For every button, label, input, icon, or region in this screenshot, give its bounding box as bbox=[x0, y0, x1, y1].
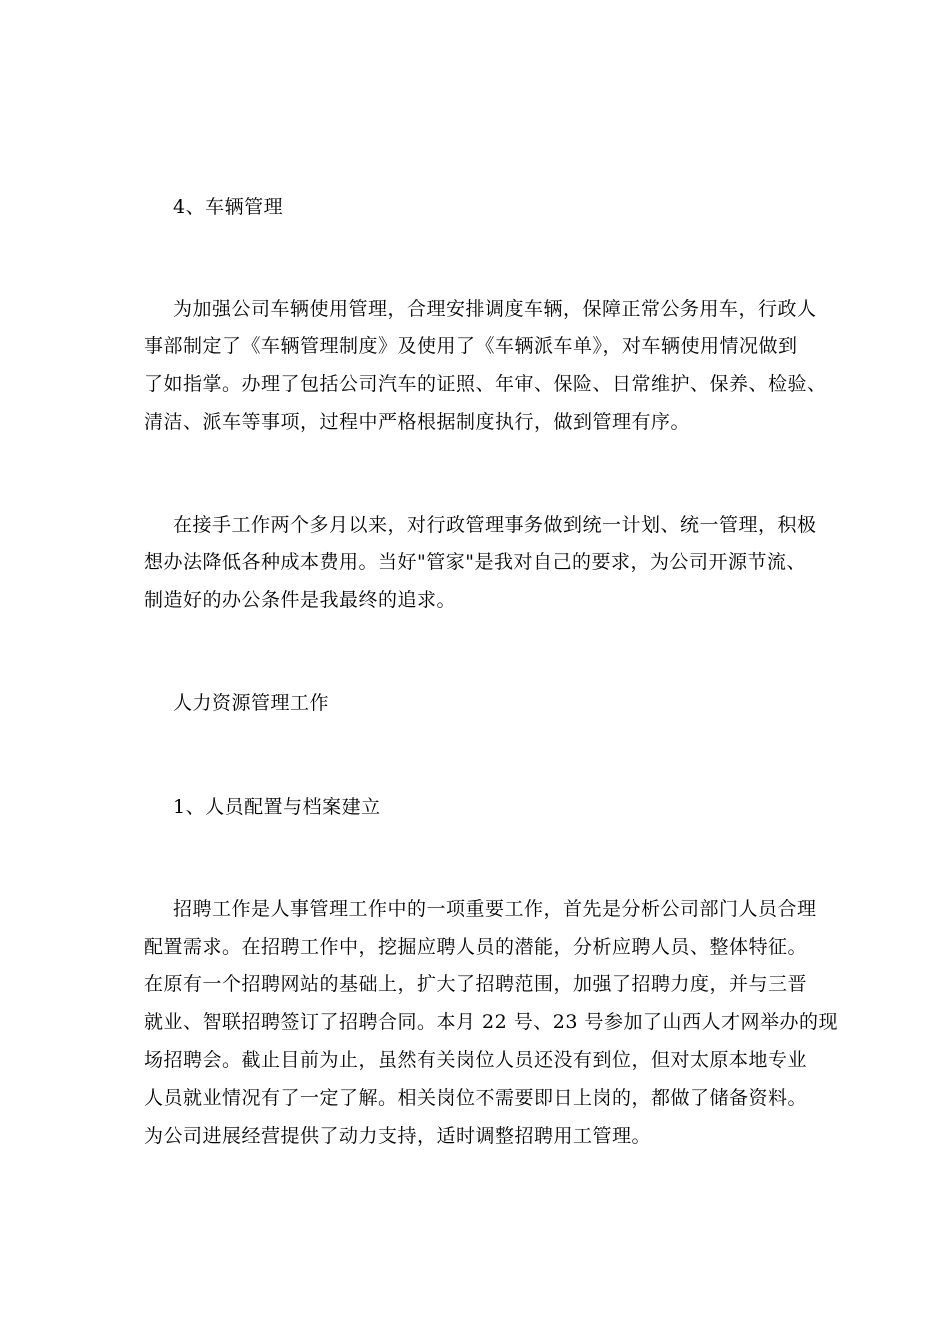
paragraph-line: 想办法降低各种成本费用。当好"管家"是我对自己的要求，为公司开源节流、 bbox=[144, 551, 806, 573]
paragraph-line: 为公司进展经营提供了动力支持，适时调整招聘用工管理。 bbox=[144, 1125, 652, 1147]
paragraph-line: 清洁、派车等事项，过程中严格根据制度执行，做到管理有序。 bbox=[144, 411, 691, 433]
paragraph-line: 人员就业情况有了一定了解。相关岗位不需要即日上岗的，都做了储备资料。 bbox=[144, 1087, 808, 1109]
section-heading-hr: 人力资源管理工作 bbox=[173, 692, 330, 714]
paragraph-line: 制造好的办公条件是我最终的追求。 bbox=[144, 589, 457, 611]
paragraph-line: 在接手工作两个多月以来，对行政管理事务做到统一计划、统一管理，积极 bbox=[173, 514, 817, 536]
section-heading-vehicle: 4、车辆管理 bbox=[173, 196, 284, 218]
paragraph-line: 事部制定了《车辆管理制度》及使用了《车辆派车单》，对车辆使用情况做到 bbox=[144, 335, 798, 357]
paragraph-line: 配置需求。在招聘工作中，挖掘应聘人员的潜能，分析应聘人员、整体特征。 bbox=[144, 936, 808, 958]
paragraph-line: 为加强公司车辆使用管理，合理安排调度车辆，保障正常公务用车，行政人 bbox=[173, 298, 817, 320]
paragraph-line: 就业、智联招聘签订了招聘合同。本月 22 号、23 号参加了山西人才网举办的现 bbox=[144, 1011, 838, 1033]
paragraph-line: 招聘工作是人事管理工作中的一项重要工作，首先是分析公司部门人员合理 bbox=[173, 898, 817, 920]
paragraph-line: 了如指掌。办理了包括公司汽车的证照、年审、保险、日常维护、保养、检验、 bbox=[144, 373, 827, 395]
section-heading-staffing: 1、人员配置与档案建立 bbox=[173, 796, 381, 818]
paragraph-line: 在原有一个招聘网站的基础上，扩大了招聘范围，加强了招聘力度，并与三晋 bbox=[144, 973, 808, 995]
paragraph-line: 场招聘会。截止目前为止，虽然有关岗位人员还没有到位，但对太原本地专业 bbox=[144, 1049, 808, 1071]
